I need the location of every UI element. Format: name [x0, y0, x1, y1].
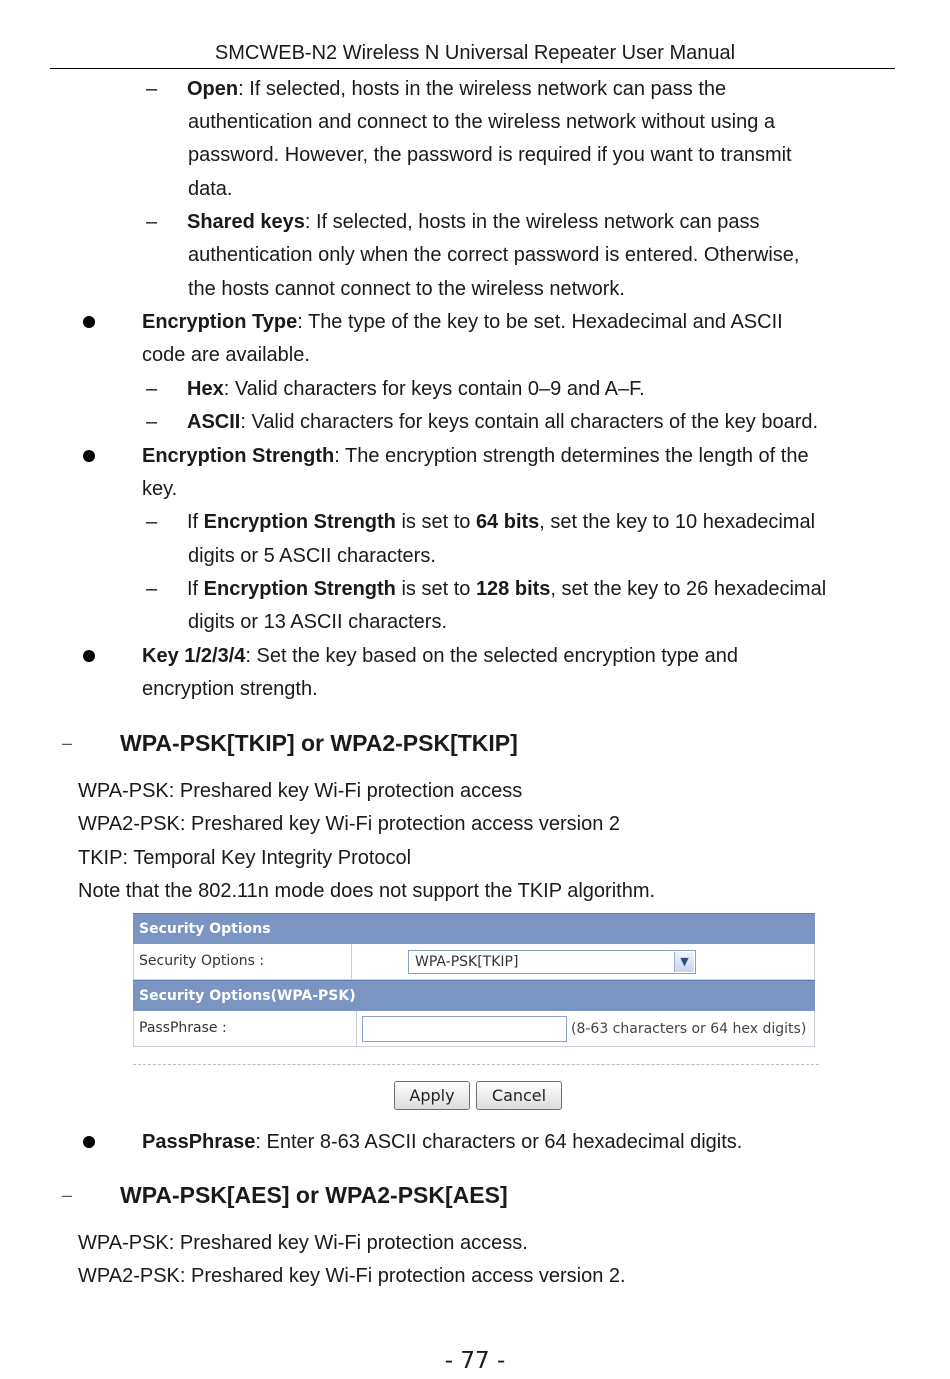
security-options-value: WPA-PSK[TKIP] — [415, 953, 519, 970]
bullet-icon — [83, 316, 95, 328]
dash-marker: – — [146, 211, 158, 233]
strength-value: 64 bits — [475, 511, 540, 533]
dash-marker: – — [146, 578, 158, 600]
encryption-type-line-2: code are available. — [142, 344, 310, 366]
encryption-strength-text: : The encryption strength determines the length of the — [334, 445, 809, 467]
mid-text: is set to — [395, 511, 476, 533]
if-word: If — [187, 511, 204, 533]
security-options-bar: Security Options — [133, 913, 815, 944]
shared-text: : If selected, hosts in the wireless network can pass — [304, 211, 760, 233]
encryption-strength-term: Encryption Strength — [142, 445, 335, 467]
page-header: SMCWEB-N2 Wireless N Universal Repeater User Manual — [214, 42, 736, 64]
rest-text: , set the key to 26 hexadecimal — [550, 578, 827, 600]
tkip-line-4: Note that the 802.11n mode does not support the TKIP algorithm. — [78, 880, 656, 902]
passphrase-row — [133, 1011, 815, 1047]
encryption-type-line-1 — [142, 309, 783, 335]
hex-term: Hex — [187, 378, 224, 400]
cancel-button[interactable]: Cancel — [476, 1081, 562, 1110]
dash-marker: – — [146, 511, 158, 533]
panel-divider — [133, 1064, 819, 1065]
strength-value: 128 bits — [475, 578, 551, 600]
strength-64-line-2: digits or 5 ASCII characters. — [188, 545, 436, 567]
tkip-line-1: WPA-PSK: Preshared key Wi-Fi protection access — [78, 780, 523, 802]
security-options-select[interactable] — [408, 950, 696, 974]
ascii-item — [187, 409, 818, 435]
tkip-heading: WPA-PSK[TKIP] or WPA2-PSK[TKIP] — [120, 730, 518, 756]
tkip-line-2: WPA2-PSK: Preshared key Wi-Fi protection access version 2 — [78, 813, 621, 835]
chevron-down-icon[interactable]: ▼ — [674, 952, 694, 972]
passphrase-input[interactable] — [362, 1016, 567, 1042]
passphrase-term: PassPhrase — [142, 1131, 256, 1153]
key-text: : Set the key based on the selected encryption type and — [245, 645, 738, 667]
key-item-line-1 — [142, 643, 738, 669]
key-item-line-2: encryption strength. — [142, 678, 318, 700]
dash-marker: – — [146, 411, 158, 433]
encryption-type-term: Encryption Type — [142, 311, 298, 333]
bullet-icon — [83, 450, 95, 462]
page-number: - 77 - — [444, 1348, 506, 1374]
aes-line-2: WPA2-PSK: Preshared key Wi-Fi protection access version 2. — [78, 1265, 626, 1287]
key-term: Key 1/2/3/4 — [142, 645, 246, 667]
open-text: : If selected, hosts in the wireless network can pass the — [238, 78, 727, 100]
aes-line-1: WPA-PSK: Preshared key Wi-Fi protection access. — [78, 1232, 528, 1254]
apply-button[interactable]: Apply — [394, 1081, 470, 1110]
shared-item-line-3: the hosts cannot connect to the wireless network. — [188, 278, 625, 300]
strength-128-line-2: digits or 13 ASCII characters. — [188, 611, 448, 633]
section-dash: – — [62, 733, 73, 753]
encryption-type-text: : The type of the key to be set. Hexadecimal and ASCII — [297, 311, 783, 333]
rest-text: , set the key to 10 hexadecimal — [539, 511, 816, 533]
passphrase-label: PassPhrase : — [134, 1011, 357, 1046]
security-options-label: Security Options : — [134, 944, 352, 979]
shared-item-line-1 — [187, 209, 760, 235]
strength-64-line-1 — [187, 509, 815, 535]
open-term: Open — [187, 78, 239, 100]
hex-text: : Valid characters for keys contain 0–9 and A–F. — [223, 378, 645, 400]
open-item-line-2: authentication and connect to the wireless network without using a — [188, 111, 776, 133]
tkip-line-3: TKIP: Temporal Key Integrity Protocol — [78, 847, 412, 869]
strength-term: Encryption Strength — [203, 511, 396, 533]
bullet-icon — [83, 1136, 95, 1148]
ascii-text: : Valid characters for keys contain all characters of the key board. — [240, 411, 819, 433]
open-item-line-3: password. However, the password is required if you want to transmit — [188, 144, 792, 166]
encryption-strength-line-2: key. — [142, 478, 178, 500]
aes-heading: WPA-PSK[AES] or WPA2-PSK[AES] — [120, 1182, 508, 1208]
header-divider — [50, 68, 895, 69]
passphrase-item — [142, 1129, 742, 1155]
ascii-term: ASCII — [187, 411, 241, 433]
security-options-wpa-bar: Security Options(WPA-PSK) — [133, 980, 815, 1011]
open-item-line-4: data. — [188, 178, 233, 200]
shared-term: Shared keys — [187, 211, 305, 233]
strength-term: Encryption Strength — [203, 578, 396, 600]
strength-128-line-1 — [187, 576, 826, 602]
dash-marker: – — [146, 378, 158, 400]
passphrase-text: : Enter 8-63 ASCII characters or 64 hexadecimal digits. — [255, 1131, 743, 1153]
bullet-icon — [83, 650, 95, 662]
section-dash: – — [62, 1185, 73, 1205]
encryption-strength-line-1 — [142, 443, 809, 469]
dash-marker: – — [146, 78, 158, 100]
mid-text: is set to — [395, 578, 476, 600]
hex-item — [187, 376, 645, 402]
security-options-panel — [133, 913, 815, 1047]
if-word: If — [187, 578, 204, 600]
shared-item-line-2: authentication only when the correct password is entered. Otherwise, — [188, 244, 800, 266]
open-item-line-1 — [187, 76, 726, 102]
passphrase-hint: (8-63 characters or 64 hex digits) — [571, 1020, 807, 1037]
security-options-row — [133, 944, 815, 980]
